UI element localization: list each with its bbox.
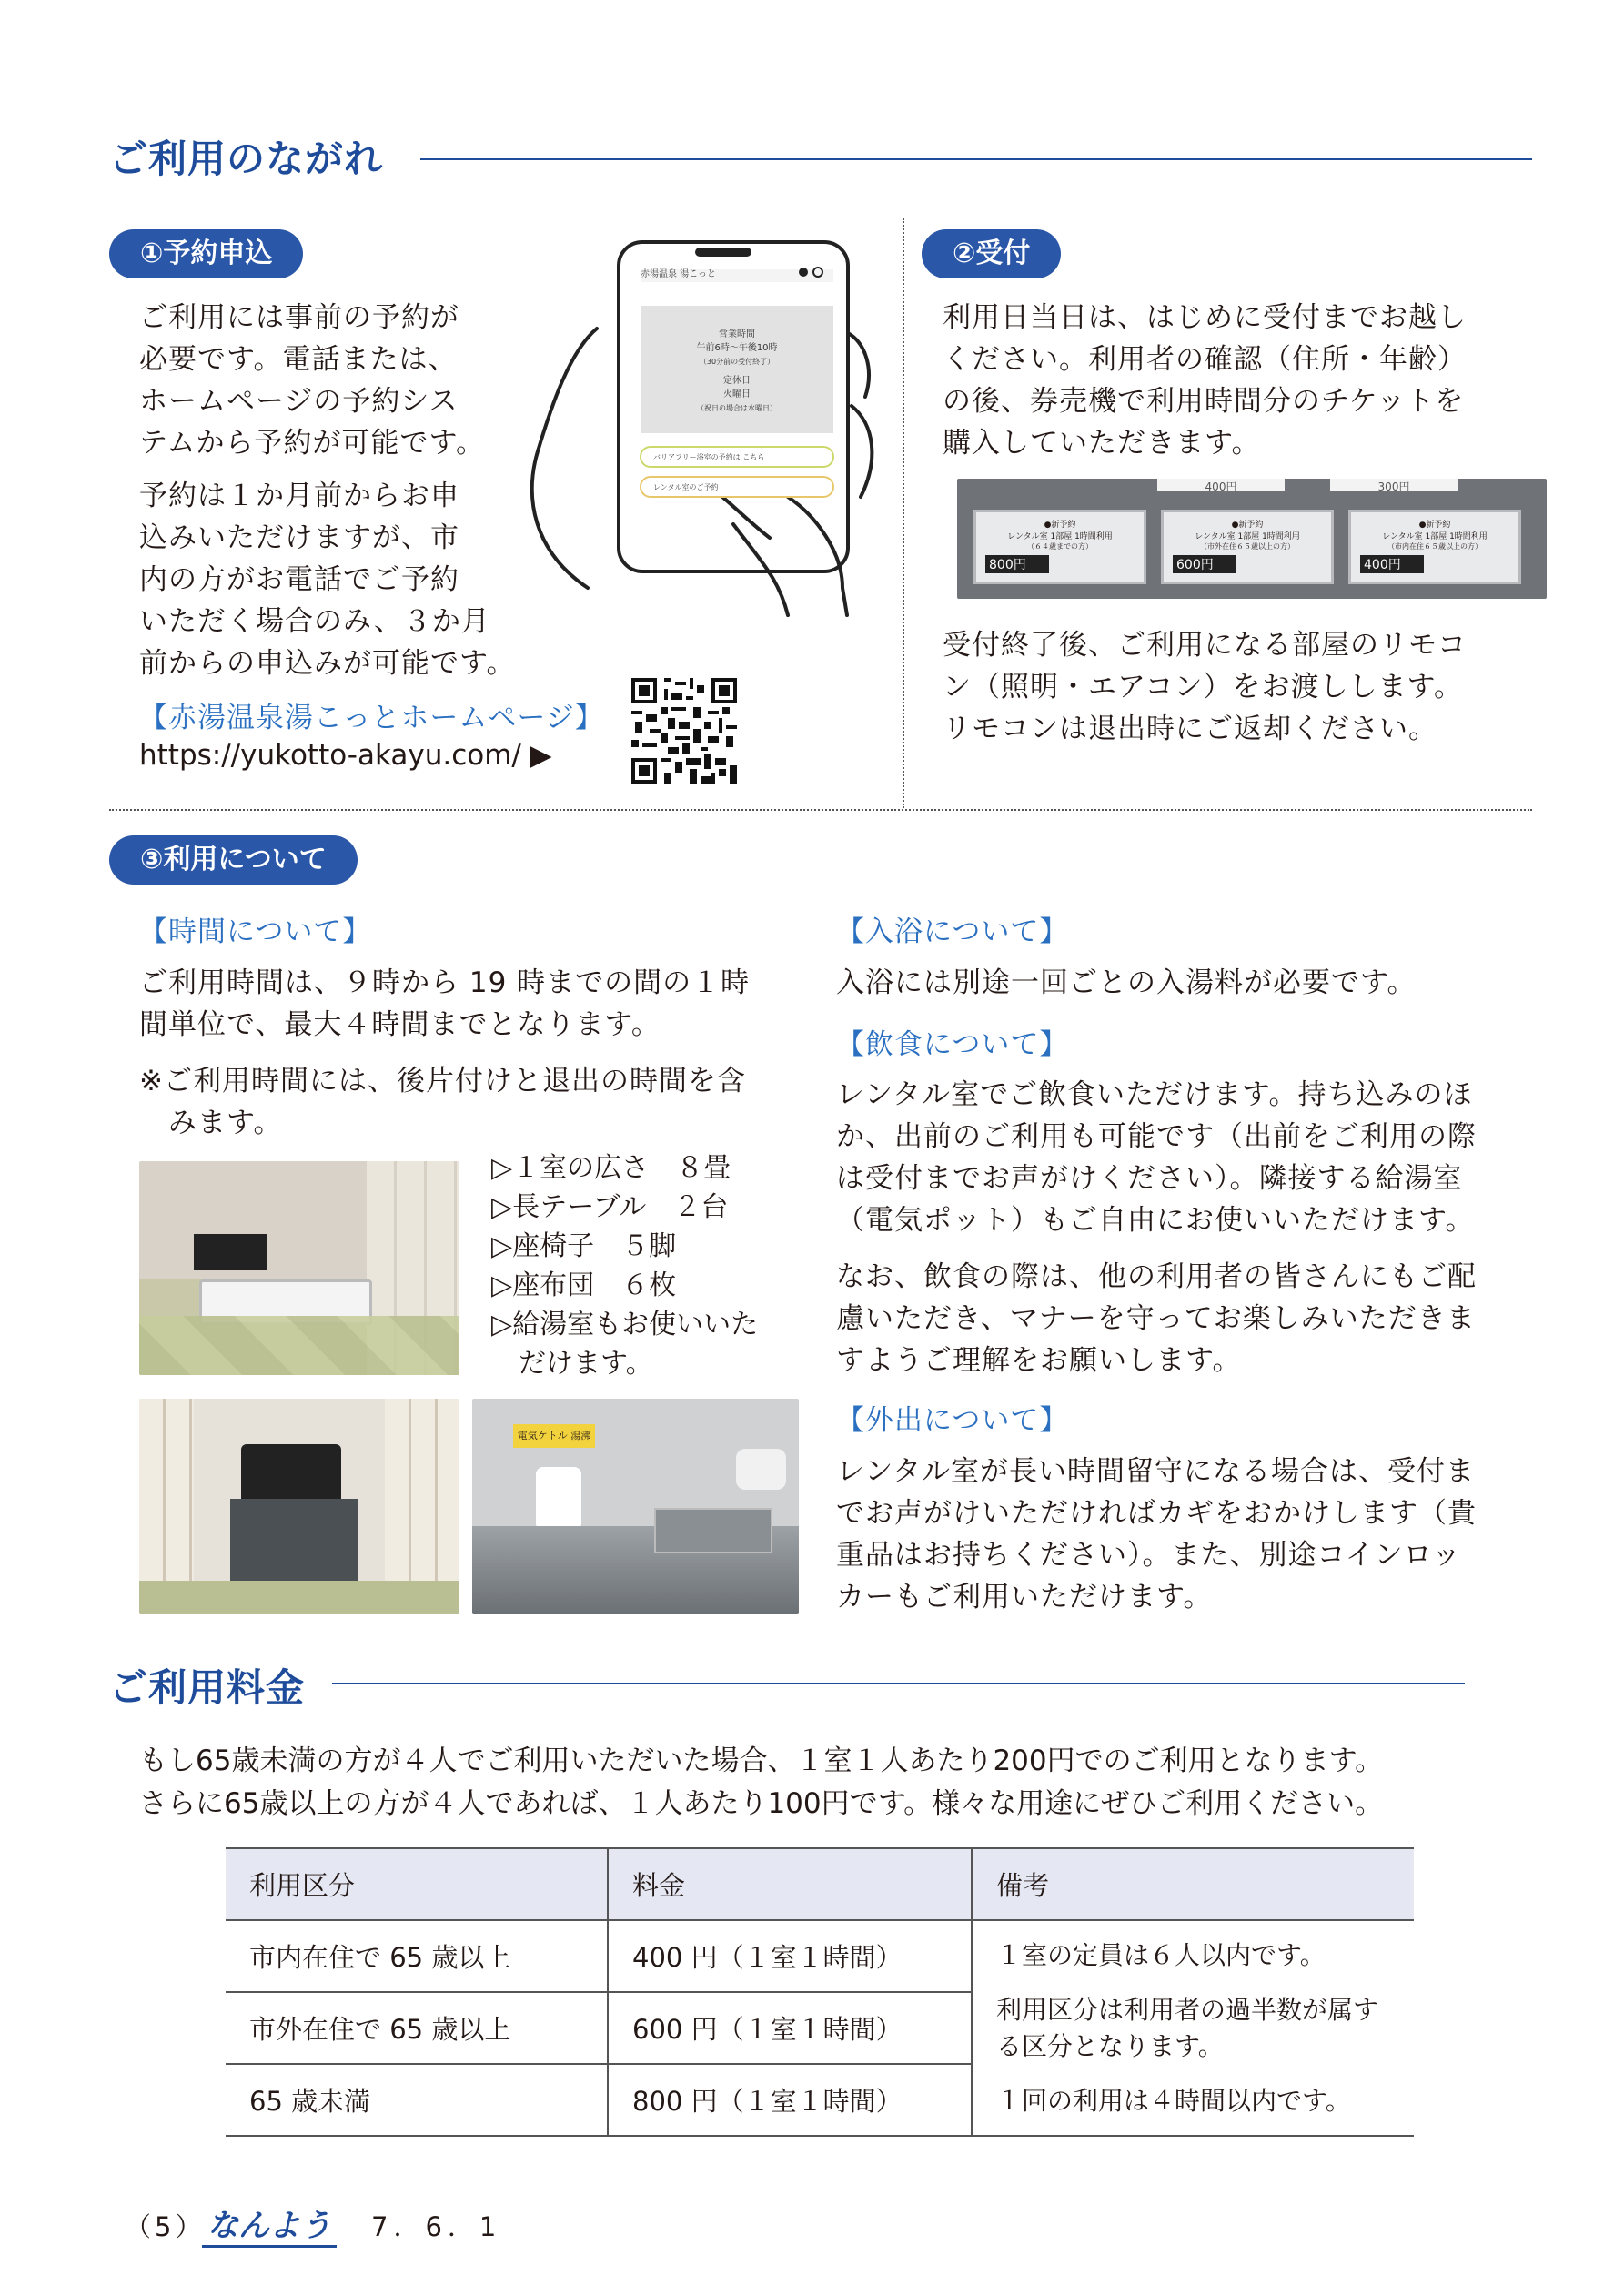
col-header-notes: 備考: [972, 1848, 1414, 1920]
phone-hours-block: 営業時間 午前6時～午後10時 （30分前の受付終了） 定休日 火曜日 （祝日の場合は水曜日）: [696, 329, 778, 412]
ticket-button-800[interactable]: ●新予約 レンタル室 1部屋 1時間利用 （６４歳までの方） 800円: [973, 510, 1146, 584]
price-cell: 600 円（１室１時間）: [608, 1992, 972, 2064]
price-cell: 800 円（１室１時間）: [608, 2064, 972, 2136]
fee-table: [226, 1847, 1414, 2137]
homepage-url[interactable]: https://yukotto-akayu.com/ ▶: [139, 739, 552, 772]
food-heading: 【飲食について】: [836, 1028, 1069, 1061]
category-cell: 65 歳未満: [226, 2064, 608, 2136]
machine-top-price: 300円: [1330, 479, 1458, 491]
time-text: ご利用時間は、９時から 19 時までの間の１時 間単位で、最大４時間までとなります。: [139, 966, 751, 1041]
flow-title: ご利用のながれ: [109, 137, 384, 181]
page-number: （5）: [125, 2211, 206, 2242]
phone-rental-room-button[interactable]: レンタル室のご予約: [653, 483, 719, 491]
brand-logo: なんよう: [202, 2200, 337, 2248]
qr-code-icon[interactable]: [631, 678, 737, 784]
col-header-category: 利用区分: [226, 1848, 608, 1920]
fees-title-rule: [332, 1683, 1465, 1684]
step3-label: ③利用について: [109, 835, 358, 885]
ticket-button-400[interactable]: ●新予約 レンタル室 1部屋 1時間利用 （市内在住６５歳以上の方） 400円: [1348, 510, 1521, 584]
fees-title: ご利用料金: [109, 1665, 306, 1710]
room-list: ▷１室の広さ ８畳 ▷長テーブル ２台 ▷座椅子 ５脚 ▷座布団 ６枚 ▷給湯室もお使いいた だけます。: [491, 1152, 759, 1380]
phone-site-name: 赤湯温泉 湯こっと: [641, 269, 716, 279]
table-row: [226, 1920, 1414, 1992]
step2-para1: 利用日当日は、はじめに受付までお越し ください。利用者の確認（住所・年齢） の後、券売機で利用時間分のチケットを 購入していただきます。: [943, 301, 1467, 460]
stacked-chairs-photo: [139, 1399, 459, 1614]
outing-heading: 【外出について】: [836, 1404, 1069, 1437]
fees-intro: もし65歳未満の方が４人でご利用いただいた場合、１室１人あたり200円でのご利用となります。 さらに65歳以上の方が４人であれば、１人あたり100円です。様々な用途にぜひご利用ください。: [139, 1745, 1384, 1820]
category-cell: 市外在住で 65 歳以上: [226, 1992, 608, 2064]
kettle-sign: 電気ケトル 湯沸: [513, 1424, 595, 1448]
step2-label: ②受付: [922, 229, 1061, 278]
bath-heading: 【入浴について】: [836, 915, 1069, 948]
step1-para1: ご利用には事前の予約が 必要です。電話または、 ホームページの予約シス テムから予約が可能です。: [139, 301, 485, 460]
machine-top-price: 400円: [1157, 479, 1285, 491]
ticket-machine-photo: [957, 479, 1547, 599]
bath-text: 入浴には別途一回ごとの入湯料が必要です。: [836, 966, 1417, 999]
category-cell: 市内在住で 65 歳以上: [226, 1920, 608, 1992]
table-header-row: [226, 1848, 1414, 1920]
kitchenette-photo: [472, 1399, 799, 1614]
time-note: ※ご利用時間には、後片付けと退出の時間を含 みます。: [139, 1065, 746, 1139]
outing-text: レンタル室が長い時間留守になる場合は、受付ま でお声がけいただければカギをおかけします（貴 重品はお持ちください）。また、別途コインロッ カーもご利用いただけます。: [836, 1455, 1477, 1613]
food-text-1: レンタル室でご飲食いただけます。持ち込みのほ か、出前のご利用も可能です（出前をご利用の際 は受付までお声がけください）。隣接する給湯室 （電気ポット）もご自由にお使いいただけます。: [836, 1078, 1477, 1237]
step1-para2: 予約は１か月前からお申 込みいただけますが、市 内の方がお電話でご予約 いただく場合のみ、３か月 前からの申込みが可能です。: [139, 480, 516, 680]
col-header-price: 料金: [608, 1848, 972, 1920]
room-photo: [139, 1161, 459, 1375]
section-divider: [109, 809, 1532, 811]
flow-title-rule: [420, 158, 1532, 160]
time-heading: 【時間について】: [139, 915, 372, 948]
food-text-2: なお、飲食の際は、他の利用者の皆さんにもご配 慮いただき、マナーを守ってお楽しみいただきま すようご理解をお願いします。: [836, 1260, 1477, 1377]
homepage-link-label[interactable]: 【赤湯温泉湯こっとホームページ】: [139, 702, 604, 734]
phone-hand-illustration: [515, 224, 908, 621]
column-divider: [903, 218, 904, 808]
step1-label: ①予約申込: [109, 229, 303, 278]
ticket-button-600[interactable]: ●新予約 レンタル室 1部屋 1時間利用 （市外在住６５歳以上の方） 600円: [1161, 510, 1334, 584]
phone-accessible-bath-button[interactable]: バリアフリー浴室の予約は こちら: [653, 453, 765, 461]
issue-date: 7．6．1: [371, 2211, 502, 2242]
notes-cell: １室の定員は６人以内です。 利用区分は利用者の過半数が属す る区分となります。 １回の利用は４時間以内です。: [972, 1920, 1414, 2136]
step2-para2: 受付終了後、ご利用になる部屋のリモコ ン（照明・エアコン）をお渡しします。 リモコンは退出時にご返却ください。: [943, 629, 1467, 745]
price-cell: 400 円（１室１時間）: [608, 1920, 972, 1992]
